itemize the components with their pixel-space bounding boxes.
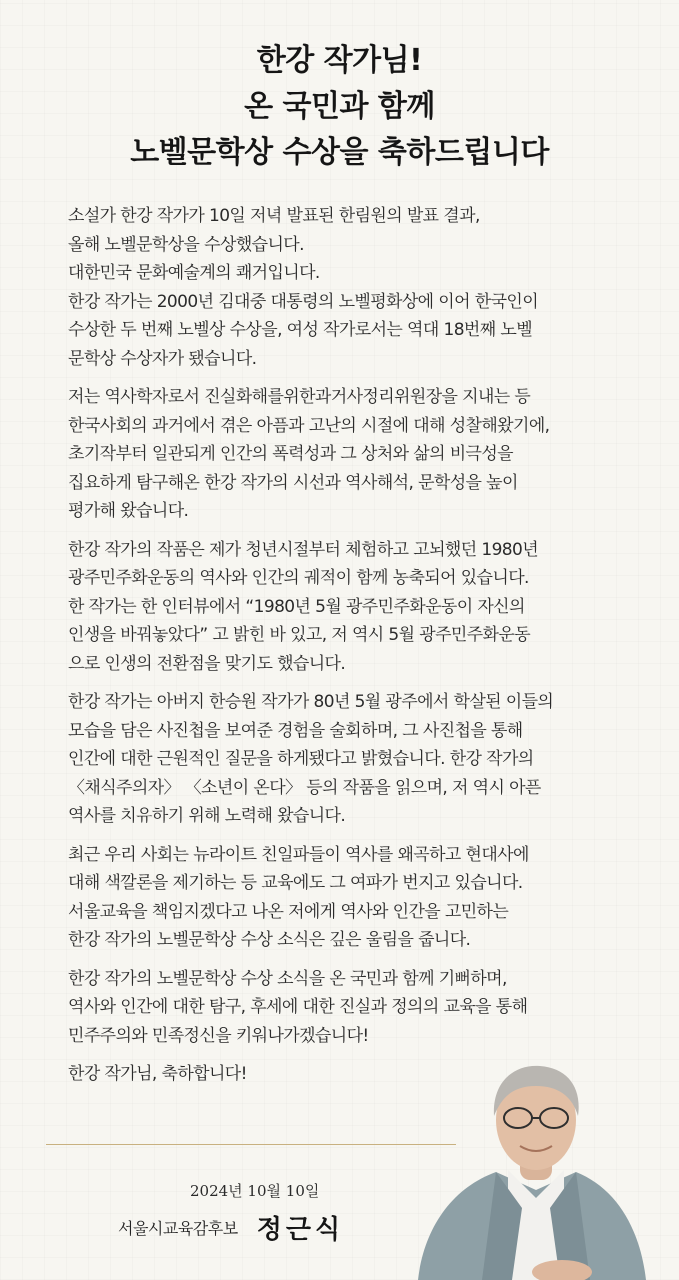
divider-line	[46, 1144, 456, 1145]
text-line: 소설가 한강 작가가 10일 저녁 발표된 한림원의 발표 결과,	[68, 206, 480, 226]
text-line: 초기작부터 일관되게 인간의 폭력성과 그 상처와 삶의 비극성을	[68, 444, 513, 464]
paragraph-2	[68, 383, 648, 526]
signature-block	[118, 1209, 344, 1246]
text-line: 모습을 담은 사진첩을 보여준 경험을 술회하며, 그 사진첩을 통해	[68, 720, 523, 741]
signer-name: 정근식	[256, 1215, 345, 1245]
text-line: 한강 작가님, 축하합니다!	[68, 1064, 247, 1084]
text-line: 한강 작가의 작품은 제가 청년시절부터 체험하고 고뇌했던 1980년	[68, 539, 539, 560]
text-line: 인간에 대한 근원적인 질문을 하게됐다고 밝혔습니다. 한강 작가의	[68, 749, 534, 769]
text-line: 저는 역사학자로서 진실화해를위한과거사정리위원장을 지내는 등	[68, 387, 531, 407]
paragraph-5	[68, 841, 648, 955]
text-line: 집요하게 탐구해온 한강 작가의 시선과 역사해석, 문학성을 높이	[68, 472, 518, 493]
text-line: 한강 작가의 노벨문학상 수상 소식을 온 국민과 함께 기뻐하며,	[68, 968, 507, 989]
paragraph-4	[68, 688, 648, 831]
headline-line: 노벨문학상 수상을 축하드립니다	[130, 135, 549, 170]
letter-body	[68, 202, 648, 1099]
text-line: 최근 우리 사회는 뉴라이트 친일파들이 역사를 왜곡하고 현대사에	[68, 844, 529, 865]
headline	[0, 38, 679, 176]
text-line: 인생을 바꿔놓았다” 고 밝힌 바 있고, 저 역시 5월 광주민주화운동	[68, 625, 531, 645]
text-line: 한국사회의 과거에서 겪은 아픔과 고난의 시절에 대해 성찰해왔기에,	[68, 415, 550, 436]
portrait-photo	[412, 1058, 648, 1280]
text-line: 대한민국 문화예술계의 쾌거입니다.	[68, 263, 320, 283]
text-line: 광주민주화운동의 역사와 인간의 궤적이 함께 농축되어 있습니다.	[68, 568, 529, 588]
text-line: 으로 인생의 전환점을 맞기도 했습니다.	[68, 653, 346, 674]
text-line: 한 작가는 한 인터뷰에서 “1980년 5월 광주민주화운동이 자신의	[68, 596, 525, 617]
paragraph-6	[68, 965, 648, 1051]
text-line: 서울교육을 책임지겠다고 나온 저에게 역사와 인간을 고민하는	[68, 901, 509, 922]
text-line: 대해 색깔론을 제기하는 등 교육에도 그 여파가 번지고 있습니다.	[68, 873, 523, 893]
text-line: 한강 작가는 아버지 한승원 작가가 80년 5월 광주에서 학살된 이들의	[68, 692, 554, 712]
text-line: 수상한 두 번째 노벨상 수상을, 여성 작가로서는 역대 18번째 노벨	[68, 320, 533, 340]
text-line: 문학상 수상자가 됐습니다.	[68, 348, 257, 369]
text-line: 한강 작가는 2000년 김대중 대통령의 노벨평화상에 이어 한국인이	[68, 291, 539, 312]
text-line: 한강 작가의 노벨문학상 수상 소식은 깊은 울림을 줍니다.	[68, 930, 471, 950]
text-line: 역사를 치유하기 위해 노력해 왔습니다.	[68, 806, 346, 826]
text-line: 평가해 왔습니다.	[68, 501, 189, 521]
headline-line: 온 국민과 함께	[244, 89, 435, 124]
paragraph-3	[68, 536, 648, 679]
text-line: 민주주의와 민족정신을 키워나가겠습니다!	[68, 1025, 369, 1046]
text-line: 올해 노벨문학상을 수상했습니다.	[68, 234, 304, 255]
signer-title: 서울시교육감후보	[118, 1219, 238, 1238]
text-line: 〈채식주의자〉 〈소년이 온다〉 등의 작품을 읽으며, 저 역시 아픈	[68, 777, 541, 798]
letter-date: 2024년 10월 10일	[190, 1182, 320, 1200]
headline-line: 한강 작가님!	[256, 43, 423, 78]
paragraph-1	[68, 202, 648, 373]
text-line: 역사와 인간에 대한 탐구, 후세에 대한 진실과 정의의 교육을 통해	[68, 997, 528, 1017]
